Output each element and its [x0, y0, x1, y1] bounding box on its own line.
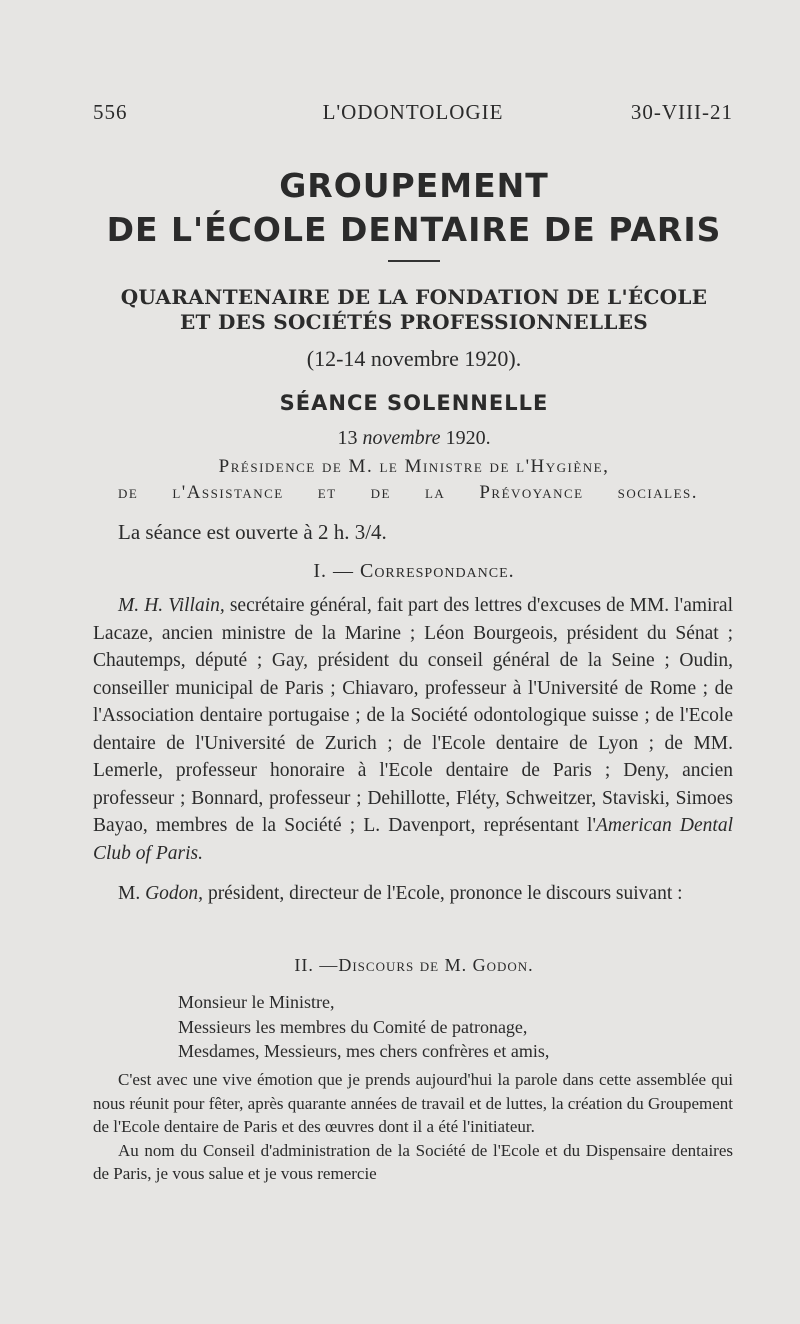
speech-paragraph	[93, 1139, 733, 1186]
name-prefix: M.	[118, 883, 146, 904]
seance-day: 13	[337, 427, 358, 449]
seance-title: SÉANCE SOLENNELLE	[279, 391, 549, 415]
opening-statement: La séance est ouverte à 2 h. 3/4.	[118, 520, 387, 544]
speaker-name: M. H. Villain,	[118, 595, 225, 616]
section-heading-correspondance: I. — Correspondance.	[313, 560, 515, 582]
subtitle-line-1: QUARANTENAIRE DE LA FONDATION DE L'ÉCOLE	[120, 285, 708, 309]
salutation-block	[178, 990, 549, 1064]
seance-year: 1920.	[445, 427, 491, 449]
speech-paragraph-text: Au nom du Conseil d'administration de la Société de l'Ecole et du Dispensaire dentaires de Paris, je vous salue et je vous remercie	[93, 1140, 733, 1183]
title-line-1: GROUPEMENT	[279, 166, 549, 205]
presidence-line-2: de l'Assistance et de la Prévoyance sociales.	[118, 482, 698, 503]
correspondance-paragraph	[93, 592, 733, 867]
title-line-2: DE L'ÉCOLE DENTAIRE DE PARIS	[106, 210, 722, 249]
salutation-line: Mesdames, Messieurs, mes chers confrères et amis,	[178, 1041, 550, 1061]
seance-date	[0, 427, 800, 450]
speech-text	[93, 1068, 733, 1186]
paragraph-text: secrétaire général, fait part des lettres d'excuses de MM. l'amiral Lacaze, ancien ministre de la Marine ; Léon Bourgeois, président du Sénat ; Chautemps, député ; Gay, président du conseil général de la Seine ; Oudin, conseiller municipal de Paris ; Chiavaro, professeur à l'Université de Rome ; de l'Association dentaire portugaise ; de la Société odontologique suisse ; de l'Ecole dentaire de l'Université de Zurich ; de l'Ecole dentaire de Lyon ; de MM. Lemerle, professeur honoraire à l'Ecole dentaire de Paris ; Deny, ancien professeur ; Bonnard, professeur ; Dehillotte, Fléty, Schweitzer, Staviski, Simoes Bayao, membres de la Société ; L. Davenport, représentant l'	[93, 595, 733, 836]
subtitle-line-2: ET DES SOCIÉTÉS PROFESSIONNELLES	[180, 310, 648, 334]
salutation-line: Messieurs les membres du Comité de patronage,	[178, 1016, 528, 1037]
event-dates: (12-14 novembre 1920).	[306, 346, 522, 371]
running-head	[93, 100, 733, 130]
salutation-line: Monsieur le Ministre,	[178, 992, 335, 1012]
godon-intro-paragraph	[93, 880, 733, 908]
issue-date: 30-VIII-21	[630, 100, 733, 124]
paragraph-text: président, directeur de l'Ecole, prononce le discours suivant :	[203, 883, 683, 904]
section-heading-discours: II. —Discours de M. Godon.	[294, 955, 534, 975]
speaker-name: Godon,	[145, 883, 204, 904]
page-number: 556	[93, 100, 128, 124]
seance-month: novembre	[362, 427, 441, 449]
presidence-line-1: Présidence de M. le Ministre de l'Hygiène,	[218, 456, 610, 477]
journal-title: L'ODONTOLOGIE	[322, 100, 504, 124]
speech-paragraph-text: C'est avec une vive émotion que je prends aujourd'hui la parole dans cette assemblée qui nous réunit pour fêter, après quarante années de travail et de luttes, la création du Groupement de l'Ecole dentaire de Paris et des œuvres dont il a été l'initiateur.	[93, 1070, 733, 1136]
title-rule	[388, 260, 440, 262]
club-name: American Dental Club of Paris.	[93, 815, 733, 864]
speech-paragraph	[93, 1068, 733, 1139]
